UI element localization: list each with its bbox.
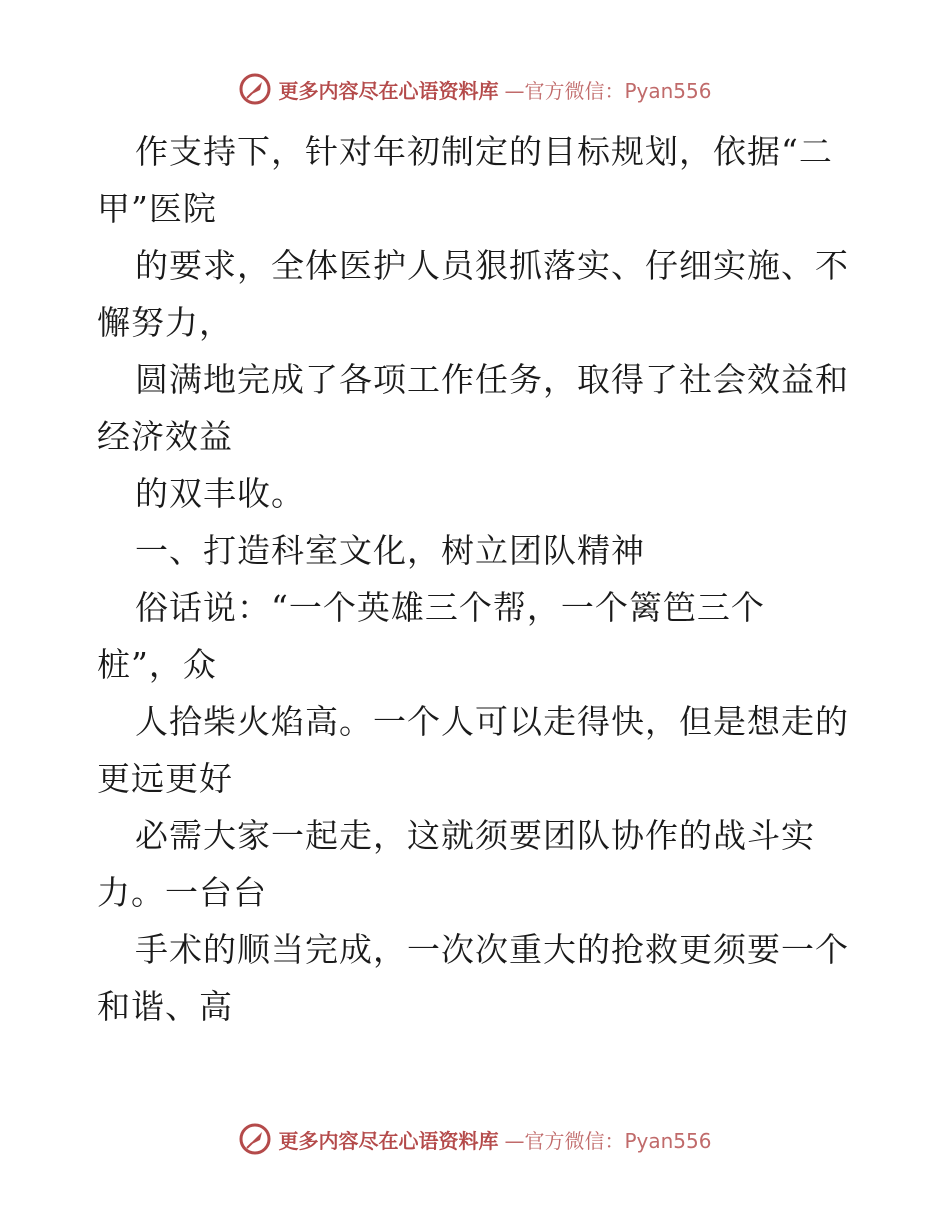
text-line-2: 甲”医院 — [97, 189, 217, 228]
text-line-4: 懈努力， — [97, 303, 233, 342]
text-line-13: 必需大家一起走，这就须要团队协作的战斗实 — [135, 816, 815, 855]
text-line-3: 的要求，全体医护人员狠抓落实、仔细实施、不 — [135, 246, 849, 285]
text-line-14: 力。一台台 — [97, 873, 267, 912]
text-line-12: 更远更好 — [97, 759, 233, 798]
text-line-10: 桩”，众 — [97, 645, 217, 684]
document-body — [97, 123, 857, 1035]
text-line-15: 手术的顺当完成，一次次重大的抢救更须要一个 — [135, 930, 849, 969]
text-line-5: 圆满地完成了各项工作任务，取得了社会效益和 — [135, 360, 849, 399]
watermark-contact: —官方微信：Pyan556 — [504, 78, 712, 103]
text-line-11: 人拾柴火焰高。一个人可以走得快，但是想走的 — [135, 702, 849, 741]
quill-logo-icon — [238, 1122, 272, 1156]
watermark-title: 更多内容尽在心语资料库 — [278, 78, 499, 103]
quill-logo-icon — [238, 72, 272, 106]
text-line-9: 俗话说：“一个英雄三个帮，一个篱笆三个 — [135, 588, 765, 627]
footer-watermark — [0, 1122, 950, 1156]
watermark-contact: —官方微信：Pyan556 — [504, 1128, 712, 1153]
text-line-6: 经济效益 — [97, 417, 233, 456]
text-line-16: 和谐、高 — [97, 987, 233, 1026]
text-line-7: 的双丰收。 — [135, 474, 305, 513]
header-watermark — [0, 72, 950, 106]
text-line-1: 作支持下，针对年初制定的目标规划，依据“二 — [135, 132, 833, 171]
watermark-title: 更多内容尽在心语资料库 — [278, 1128, 499, 1153]
section-heading: 一、打造科室文化，树立团队精神 — [135, 531, 645, 570]
